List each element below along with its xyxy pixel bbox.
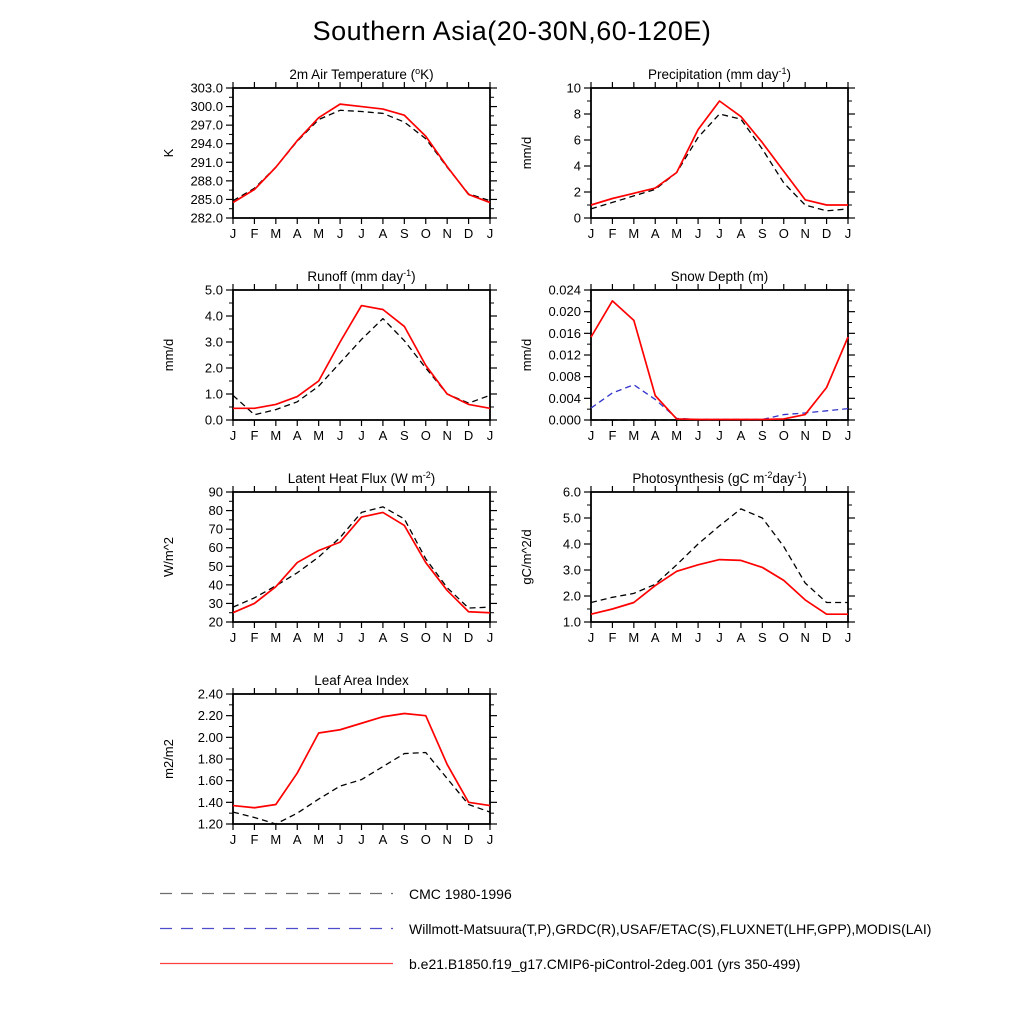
photosynthesis-chart	[513, 466, 863, 662]
month-tick-label: O	[778, 630, 789, 645]
y-tick-label: 60	[208, 540, 223, 556]
series-model_red	[233, 104, 490, 202]
month-tick-label: M	[270, 226, 282, 241]
month-tick-label: J	[358, 226, 365, 241]
chart-frame	[233, 492, 490, 622]
series-obs_black_dashed	[233, 319, 490, 415]
month-tick-label: M	[628, 630, 640, 645]
month-tick-label: M	[628, 226, 640, 241]
month-tick-label: M	[270, 832, 282, 847]
month-tick-label: S	[399, 428, 409, 443]
month-tick-label: A	[292, 428, 302, 443]
y-tick-label: 4.0	[204, 308, 223, 324]
panel-title: Runoff (mm day$^{-1}$)	[307, 268, 416, 284]
month-tick-label: J	[587, 630, 595, 645]
month-tick-label: S	[757, 428, 767, 443]
series-model_red	[233, 714, 490, 808]
month-tick-label: O	[778, 428, 789, 443]
month-tick-label: J	[716, 428, 723, 443]
y-axis-label: K	[161, 148, 176, 158]
y-tick-label: 50	[208, 558, 223, 574]
month-tick-label: A	[650, 226, 660, 241]
month-tick-label: O	[420, 226, 431, 241]
y-tick-label: 3.0	[562, 562, 581, 578]
month-tick-label: M	[313, 226, 325, 241]
month-tick-label: M	[313, 428, 325, 443]
y-tick-label: 0.012	[548, 347, 581, 363]
y-tick-label: 5.0	[204, 282, 223, 298]
month-tick-label: S	[399, 226, 409, 241]
month-tick-label: J	[229, 630, 237, 645]
chart-frame	[233, 88, 490, 218]
month-tick-label: N	[442, 832, 452, 847]
y-axis-label: W/m^2	[161, 536, 176, 578]
month-tick-label: F	[608, 428, 617, 443]
legend-line-obs-blue	[160, 922, 393, 935]
y-tick-label: 300.0	[190, 99, 223, 115]
month-tick-label: J	[336, 226, 344, 241]
month-tick-label: J	[716, 630, 723, 645]
series-model_red	[591, 560, 848, 615]
month-tick-label: J	[229, 832, 237, 847]
y-tick-label: 3.0	[204, 334, 223, 350]
y-tick-label: 2.0	[562, 588, 581, 604]
series-obs_black_dashed	[233, 507, 490, 608]
series-model_red	[233, 306, 490, 409]
y-tick-label: 10	[566, 80, 581, 96]
precipitation-chart	[513, 62, 863, 258]
y-tick-label: 0.020	[548, 304, 581, 320]
y-tick-label: 30	[208, 595, 223, 611]
month-tick-label: M	[671, 226, 683, 241]
y-tick-label: 40	[208, 577, 223, 593]
month-tick-label: D	[821, 428, 832, 443]
month-tick-label: J	[336, 832, 344, 847]
chart-frame	[591, 290, 848, 420]
month-tick-label: J	[486, 428, 494, 443]
y-tick-label: 4	[573, 158, 581, 174]
y-tick-label: 1.40	[197, 794, 223, 810]
temperature-chart	[155, 62, 505, 258]
y-tick-label: 2.0	[204, 360, 223, 376]
y-tick-label: 2.40	[197, 686, 223, 702]
month-tick-label: D	[463, 428, 474, 443]
month-tick-label: M	[671, 630, 683, 645]
y-tick-label: 288.0	[190, 173, 223, 189]
month-tick-label: F	[608, 630, 617, 645]
y-axis-label: mm/d	[161, 338, 176, 372]
month-tick-label: J	[229, 226, 237, 241]
y-tick-label: 80	[208, 503, 223, 519]
y-tick-label: 90	[208, 484, 223, 500]
legend-item	[160, 911, 931, 946]
month-tick-label: D	[463, 832, 474, 847]
y-tick-label: 303.0	[190, 80, 223, 96]
month-tick-label: J	[694, 226, 702, 241]
month-tick-label: J	[587, 428, 595, 443]
y-axis-label: mm/d	[519, 338, 534, 372]
month-tick-label: A	[378, 630, 388, 645]
series-obs_black_dashed	[233, 110, 490, 200]
month-tick-label: J	[486, 832, 494, 847]
y-tick-label: 0.016	[548, 325, 581, 341]
month-tick-label: J	[486, 226, 494, 241]
legend	[160, 876, 931, 981]
month-tick-label: J	[694, 630, 702, 645]
series-obs_black_dashed	[233, 753, 490, 825]
month-tick-label: O	[420, 428, 431, 443]
month-tick-label: J	[358, 832, 365, 847]
month-tick-label: M	[270, 428, 282, 443]
month-tick-label: J	[716, 226, 723, 241]
month-tick-label: S	[757, 630, 767, 645]
month-tick-label: J	[844, 428, 852, 443]
series-obs_blue_dashed	[591, 385, 848, 420]
month-tick-label: N	[800, 630, 810, 645]
y-axis-label: mm/d	[519, 136, 534, 170]
y-axis-label: m2/m2	[161, 739, 176, 779]
y-tick-label: 0.0	[204, 412, 223, 428]
panel-title: Latent Heat Flux (W $m^{-2}$)	[287, 470, 436, 486]
series-model_red	[233, 512, 490, 612]
y-tick-label: 0.024	[548, 282, 581, 298]
month-tick-label: O	[420, 630, 431, 645]
month-tick-label: F	[250, 226, 259, 241]
y-tick-label: 8	[573, 106, 581, 122]
month-tick-label: J	[229, 428, 237, 443]
month-tick-label: M	[313, 630, 325, 645]
month-tick-label: F	[608, 226, 617, 241]
month-tick-label: S	[399, 630, 409, 645]
month-tick-label: A	[736, 428, 746, 443]
month-tick-label: N	[442, 630, 452, 645]
month-tick-label: N	[442, 226, 452, 241]
y-tick-label: 70	[208, 521, 223, 537]
runoff-chart	[155, 264, 505, 460]
panel-title: Precipitation (mm day$^{-1}$)	[647, 66, 792, 82]
month-tick-label: D	[463, 630, 474, 645]
y-tick-label: 1.60	[197, 773, 223, 789]
y-tick-label: 294.0	[190, 136, 223, 152]
panel-title: Snow Depth (m)	[670, 269, 769, 284]
y-tick-label: 0.000	[548, 412, 581, 428]
series-model_red	[591, 101, 848, 205]
month-tick-label: J	[486, 630, 494, 645]
month-tick-label: A	[292, 226, 302, 241]
month-tick-label: N	[800, 428, 810, 443]
month-tick-label: J	[358, 428, 365, 443]
y-axis-label: gC/m^2/d	[519, 529, 534, 585]
legend-label-model: b.e21.B1850.f19_g17.CMIP6-piControl-2deg.001 (yrs 350-499)	[409, 955, 801, 972]
month-tick-label: S	[757, 226, 767, 241]
month-tick-label: A	[650, 630, 660, 645]
y-tick-label: 2.20	[197, 708, 223, 724]
month-tick-label: J	[336, 428, 344, 443]
y-tick-label: 1.80	[197, 751, 223, 767]
month-tick-label: O	[420, 832, 431, 847]
month-tick-label: F	[250, 630, 259, 645]
month-tick-label: A	[292, 832, 302, 847]
y-tick-label: 291.0	[190, 154, 223, 170]
chart-frame	[591, 88, 848, 218]
y-tick-label: 1.20	[197, 816, 223, 832]
month-tick-label: M	[313, 832, 325, 847]
y-tick-label: 297.0	[190, 117, 223, 133]
legend-label-cmc: CMC 1980-1996	[409, 885, 512, 902]
leaf-area-index-chart	[155, 668, 505, 864]
month-tick-label: A	[736, 226, 746, 241]
month-tick-label: D	[463, 226, 474, 241]
legend-label-obs: Willmott-Matsuura(T,P),GRDC(R),USAF/ETAC(S),FLUXNET(LHF,GPP),MODIS(LAI)	[409, 920, 932, 937]
y-tick-label: 4.0	[562, 536, 581, 552]
y-tick-label: 0	[573, 210, 581, 226]
y-tick-label: 285.0	[190, 191, 223, 207]
y-tick-label: 1.0	[562, 614, 581, 630]
month-tick-label: J	[844, 630, 852, 645]
month-tick-label: J	[358, 630, 365, 645]
month-tick-label: A	[736, 630, 746, 645]
month-tick-label: M	[628, 428, 640, 443]
month-tick-label: J	[844, 226, 852, 241]
legend-line-model-red	[160, 957, 393, 970]
y-tick-label: 2	[573, 184, 581, 200]
y-tick-label: 0.004	[548, 390, 581, 406]
legend-item	[160, 946, 931, 981]
panel-title: Photosynthesis (gC $m^{-2}day^{-1}$)	[632, 470, 807, 486]
month-tick-label: N	[442, 428, 452, 443]
month-tick-label: J	[694, 428, 702, 443]
series-obs_black_dashed	[591, 509, 848, 603]
month-tick-label: A	[292, 630, 302, 645]
month-tick-label: A	[650, 428, 660, 443]
month-tick-label: A	[378, 226, 388, 241]
page-title: Southern Asia(20-30N,60-120E)	[312, 16, 712, 46]
latent-heat-flux-chart	[155, 466, 505, 662]
month-tick-label: A	[378, 832, 388, 847]
month-tick-label: M	[671, 428, 683, 443]
legend-line-cmc	[160, 887, 393, 900]
snow-depth-chart	[513, 264, 863, 460]
month-tick-label: D	[821, 226, 832, 241]
month-tick-label: S	[399, 832, 409, 847]
y-tick-label: 5.0	[562, 510, 581, 526]
month-tick-label: J	[336, 630, 344, 645]
month-tick-label: O	[778, 226, 789, 241]
y-tick-label: 282.0	[190, 210, 223, 226]
series-obs_black_dashed	[591, 114, 848, 211]
series-model_red	[591, 301, 848, 420]
month-tick-label: A	[378, 428, 388, 443]
month-tick-label: J	[587, 226, 595, 241]
y-tick-label: 6.0	[562, 484, 581, 500]
y-tick-label: 6	[573, 132, 581, 148]
month-tick-label: N	[800, 226, 810, 241]
y-tick-label: 1.0	[204, 386, 223, 402]
month-tick-label: F	[250, 832, 259, 847]
legend-item	[160, 876, 931, 911]
panel-title: 2m Air Temperature ($^o$K)	[289, 66, 434, 82]
y-tick-label: 2.00	[197, 729, 223, 745]
panel-title: Leaf Area Index	[314, 673, 409, 688]
y-tick-label: 20	[208, 614, 223, 630]
month-tick-label: F	[250, 428, 259, 443]
month-tick-label: M	[270, 630, 282, 645]
y-tick-label: 0.008	[548, 369, 581, 385]
chart-frame	[233, 290, 490, 420]
month-tick-label: D	[821, 630, 832, 645]
